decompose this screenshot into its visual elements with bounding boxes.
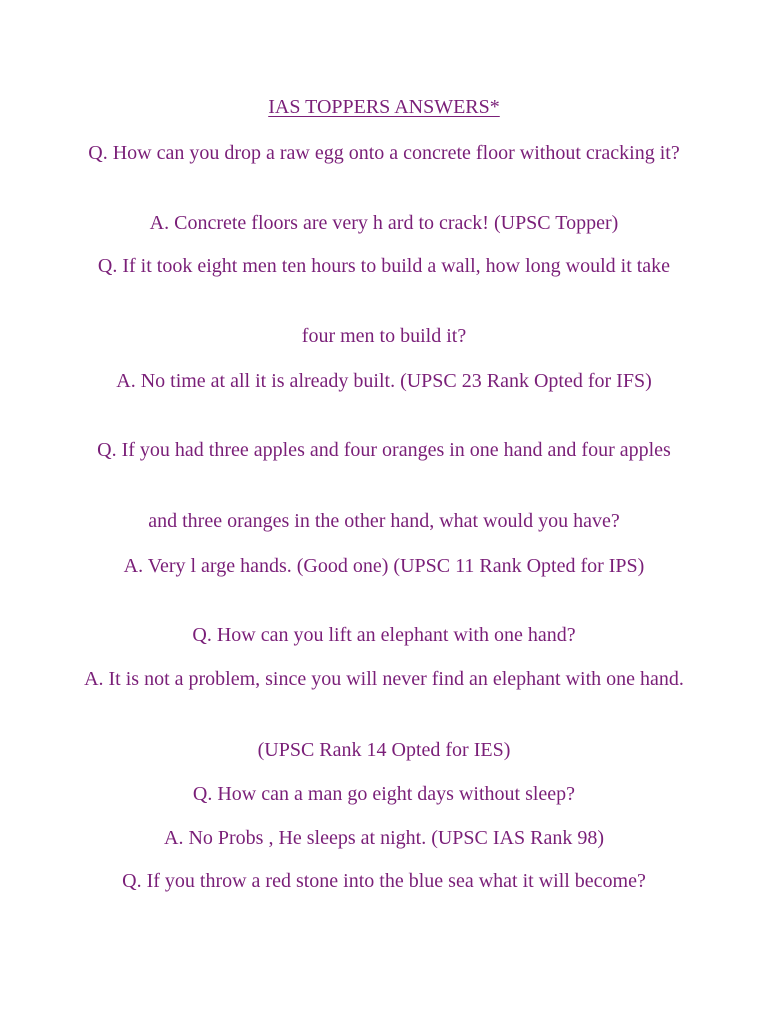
question-continuation-paragraph: four men to build it? bbox=[301, 325, 467, 347]
answer-paragraph: A. No Probs , He sleeps at night. (UPSC IAS Rank 98) bbox=[164, 827, 604, 849]
answer-paragraph: A. It is not a problem, since you will never find an elephant with one hand. bbox=[84, 668, 684, 690]
answer-paragraph: A. No time at all it is already built. (UPSC 23 Rank Opted for IFS) bbox=[116, 370, 652, 392]
question-paragraph: Q. If you had three apples and four oranges in one hand and four apples bbox=[97, 439, 671, 461]
question-paragraph: Q. If it took eight men ten hours to build a wall, how long would it take bbox=[97, 255, 671, 277]
question-paragraph: Q. How can you drop a raw egg onto a concrete floor without cracking it? bbox=[88, 142, 680, 164]
question-paragraph: Q. If you throw a red stone into the blue sea what it will become? bbox=[122, 870, 646, 892]
answer-paragraph: A. Very l arge hands. (Good one) (UPSC 11 Rank Opted for IPS) bbox=[123, 555, 645, 577]
question-paragraph: Q. How can a man go eight days without sleep? bbox=[192, 783, 576, 805]
answer-continuation-paragraph: (UPSC Rank 14 Opted for IES) bbox=[257, 739, 511, 761]
question-continuation-paragraph: and three oranges in the other hand, what would you have? bbox=[148, 510, 620, 532]
question-paragraph: Q. How can you lift an elephant with one hand? bbox=[192, 624, 576, 646]
answer-paragraph: A. Concrete floors are very h ard to crack! (UPSC Topper) bbox=[149, 212, 619, 234]
page-title: IAS TOPPERS ANSWERS* bbox=[268, 96, 500, 118]
